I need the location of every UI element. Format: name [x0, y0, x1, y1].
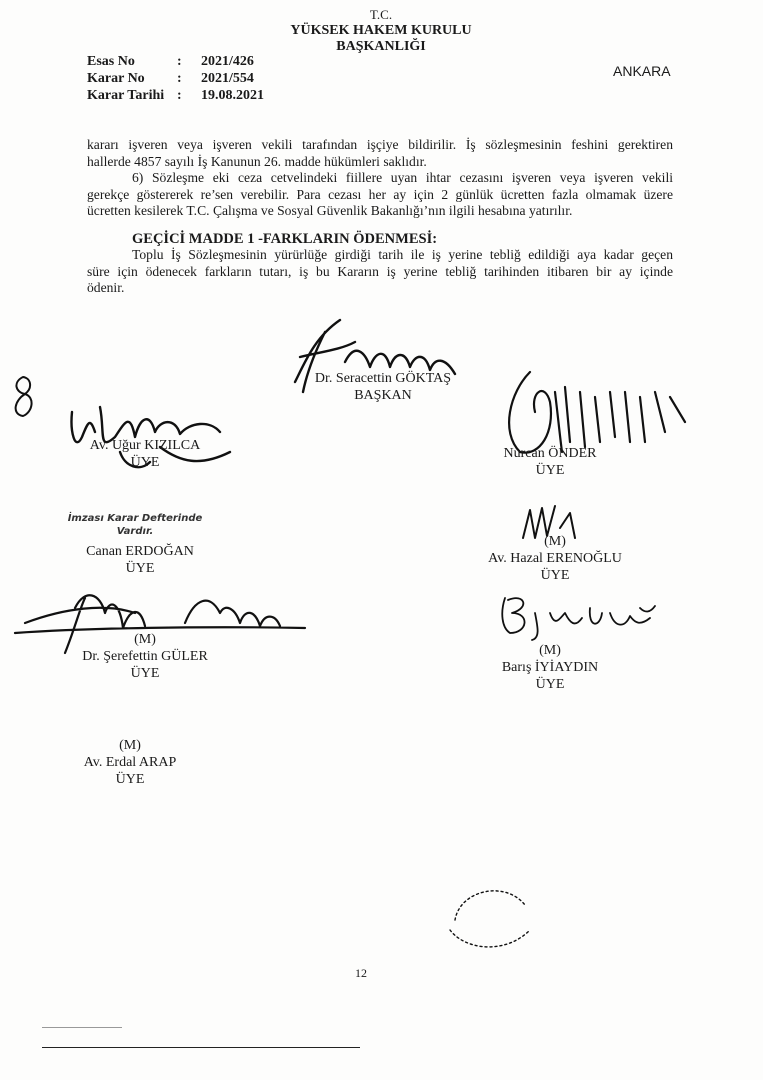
signatory-erdogan	[55, 543, 225, 577]
signatory-arap	[45, 737, 215, 788]
signatory-baskan	[283, 370, 483, 404]
esas-label: Esas No	[87, 54, 135, 69]
signatory-m: (M)	[544, 534, 566, 549]
signatory-title: ÜYE	[125, 561, 155, 576]
signatory-name: Barış İYİAYDIN	[501, 660, 599, 675]
signatory-guler	[55, 631, 235, 682]
signatory-name: Av. Uğur KIZILCA	[89, 438, 201, 453]
signatory-onder	[465, 445, 635, 479]
signature-note	[50, 512, 220, 538]
header-institution: YÜKSEK HAKEM KURULU	[290, 23, 472, 38]
page-number: 12	[355, 966, 367, 980]
initial-mark	[5, 372, 45, 422]
signatory-name: Av. Hazal ERENOĞLU	[488, 551, 622, 566]
separator: :	[177, 71, 182, 86]
signatory-name: Dr. Şerefettin GÜLER	[82, 649, 208, 664]
signatory-name: Dr. Seracettin GÖKTAŞ	[314, 371, 452, 386]
separator: :	[177, 88, 182, 103]
header-tc: T.C.	[369, 7, 393, 22]
note-line: İmzası Karar Defterinde	[67, 513, 203, 524]
document-header	[231, 7, 531, 55]
separator: :	[177, 54, 182, 69]
body-line: ödenir.	[87, 280, 125, 295]
header-office: BAŞKANLIĞI	[336, 39, 426, 54]
signatory-iyiaydin	[465, 642, 635, 693]
signatory-title: BAŞKAN	[354, 388, 412, 403]
body-line: 6) Sözleşme eki ceza cetvelindeki fiillere uyan ihtar cezasını işveren veya işveren vekili	[132, 170, 673, 185]
signature-iyiaydin	[490, 588, 660, 643]
body-line: ücretten kesilerek T.C. Çalışma ve Sosyal Güvenlik Bakanlığı’nın ilgili hesabına yatırılır.	[87, 203, 573, 218]
signatory-name: Av. Erdal ARAP	[83, 755, 177, 770]
esas-value: 2021/426	[201, 54, 254, 69]
body-line: hallerde 4857 sayılı İş Kanunun 26. madde hükümleri saklıdır.	[87, 153, 427, 169]
signatory-kizilca	[55, 437, 235, 471]
note-line: Vardır.	[116, 526, 154, 537]
signatory-title: ÜYE	[540, 568, 570, 583]
signatory-m: (M)	[539, 643, 561, 658]
document-body	[87, 137, 673, 297]
tarih-value: 19.08.2021	[201, 88, 264, 103]
footer-rule	[42, 1047, 360, 1048]
karar-value: 2021/554	[201, 71, 254, 86]
signatory-title: ÜYE	[535, 677, 565, 692]
signatory-name: Nurcan ÖNDER	[503, 446, 597, 461]
tarih-label: Karar Tarihi	[87, 88, 165, 103]
signatory-title: ÜYE	[130, 455, 160, 470]
signatory-title: ÜYE	[130, 666, 160, 681]
section-heading: GEÇİCİ MADDE 1 -FARKLARIN ÖDENMESİ:	[132, 230, 438, 247]
footer-rule-short	[42, 1027, 122, 1028]
signatory-m: (M)	[119, 738, 141, 753]
signatory-title: ÜYE	[535, 463, 565, 478]
seal-stamp	[435, 870, 545, 960]
body-line: süre için ödenecek farkların tutarı, iş bu Kararın iş yerine tebliğ tarihinden itibaren bir ay içinde	[87, 263, 673, 279]
signatory-title: ÜYE	[115, 772, 145, 787]
signatory-m: (M)	[134, 632, 156, 647]
case-meta	[87, 53, 264, 104]
body-line: Toplu İş Sözleşmesinin yürürlüğe girdiği tarih ile iş yerine tebliğ edildiği aya kadar geçen	[132, 247, 673, 262]
signatory-name: Canan ERDOĞAN	[86, 544, 194, 559]
signatory-erenoglu	[465, 533, 645, 584]
body-line: gerekçe göstererek re’sen verebilir. Para cezası her ay için 2 günlük ücretten fazla olmamak üzere	[87, 186, 673, 202]
body-line: kararı işveren veya işveren vekili tarafından işçiye bildirilir. İş sözleşmesinin feshini gerektiren	[87, 137, 673, 152]
karar-label: Karar No	[87, 71, 145, 86]
city-label: ANKARA	[613, 63, 671, 79]
